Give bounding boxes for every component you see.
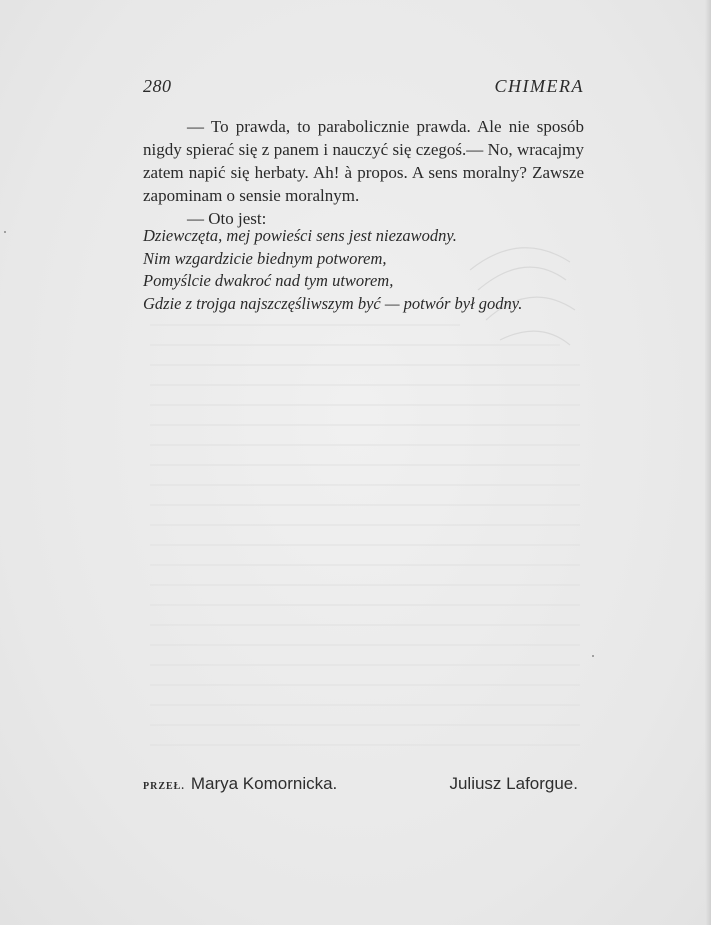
paragraph: — To prawda, to parabolicznie prawda. Ale nie sposób nigdy spierać się z panem i nauczyć się czegoś.— No, wracajmy zatem napić się herbaty. Ah! à propos. A sens moralny? Zawsze zapominam o sensie moralnym.: [143, 117, 584, 205]
translator-credit: [143, 774, 337, 794]
ink-speck: [592, 655, 594, 657]
page-edge: [705, 0, 711, 925]
verse-stanza: [143, 225, 588, 315]
ink-speck: [4, 231, 6, 233]
page-number: 280: [143, 76, 172, 96]
prose-block: [143, 115, 584, 230]
translator-name: Marya Komornicka.: [190, 774, 338, 793]
paragraph: — Oto jest:: [187, 209, 267, 228]
verse-line: Gdzie z trojga najszczęśliwszym być — potwór był godny.: [143, 293, 523, 313]
running-head: CHIMERA: [494, 76, 584, 96]
author-name: Juliusz Laforgue.: [449, 774, 578, 793]
verse-line: Pomyślcie dwakroć nad tym utworem,: [143, 271, 394, 290]
signature-line: [143, 774, 578, 794]
verse-line: Dziewczęta, mej powieści sens jest niezawodny.: [143, 226, 457, 245]
translator-prefix: PRZEŁ.: [143, 781, 185, 792]
verse-line: Nim wzgardzicie biednym potworem,: [143, 248, 387, 268]
